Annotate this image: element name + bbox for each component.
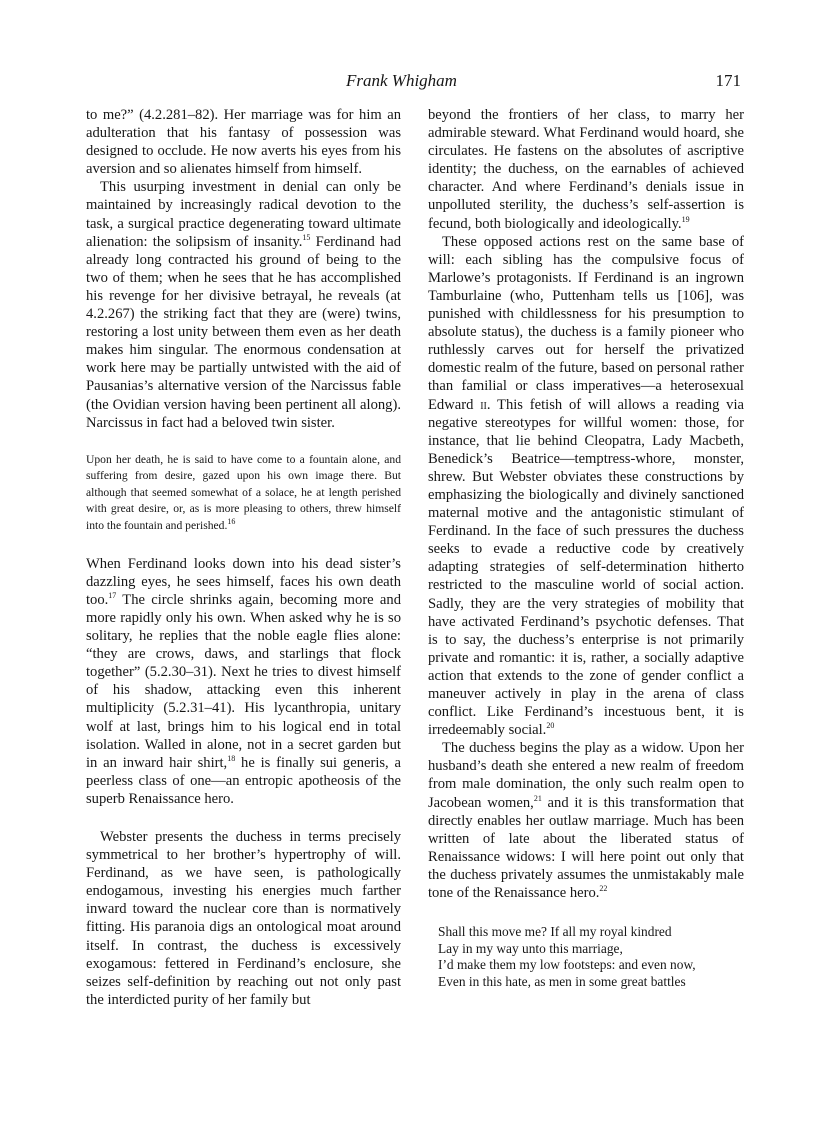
paragraph: Webster presents the duchess in terms precisely symmetrical to her brother’s hypertrophy of will. Ferdinand, as we have seen, is pathologically endogamous, investing his energies much farther inward toward the nuclear core than is normatively fitting. His paranoia digs an ontological moat around itself. In contrast, the duchess is excessively exogamous: fettered in Ferdinand’s enclosure, she seizes self-definition by reaching out not only past the interdicted purity of her family but	[86, 828, 401, 1008]
right-column	[428, 106, 744, 991]
footnote-ref[interactable]: 15	[302, 232, 311, 242]
footnote-ref[interactable]: 16	[227, 517, 236, 527]
paragraph: This usurping investment in denial can only be maintained by increasingly radical devotion to the task, a surgical practice degenerating toward ultimate alienation: the solipsism of insanity.$^{15}$ Ferdinand had already long contracted his ground of being to the two of them; when he sees that he has accomplished his revenge for her divisive betrayal, he reveals (at 4.2.267) the striking fact that they are (were) twins, restoring a lost unity between them even as her death makes him singular. The enormous condensation at work here may be partially untwisted with the aid of Pausanias’s alternative version of the Narcissus fable (the Ovidian version having been pertinent all along). Narcissus in fact had a beloved twin sister.	[86, 179, 402, 431]
footnote-ref[interactable]: 17	[108, 590, 117, 600]
section-gap	[86, 808, 401, 828]
running-head: Frank Whigham	[346, 71, 457, 90]
verse-line: Shall this move me? If all my royal kindred	[438, 924, 672, 940]
paragraph: The duchess begins the play as a widow. Upon her husband’s death she entered a new realm of freedom from male domination, the only such realm open to Jacobean women,$^{21}$ and it is this transformation that directly enables her outlaw marriage. Much has been written of late about the liberated status of Renaissance widows: I will here point out only that the duchess privately assumes the unmistakably male tone of the Renaissance hero.$^{22}$	[428, 740, 744, 902]
footnote-ref[interactable]: 21	[533, 793, 542, 803]
page-header	[0, 71, 827, 95]
verse-line: Lay in my way unto this marriage,	[438, 940, 623, 956]
block-quote: Upon her death, he is said to have come to a fountain alone, and suffering from desire, gazed upon his own image there. But although that seemed somewhat of a solace, he at length perished with great desire, or, as is more pleasing to others, threw himself into the fountain and perished.$^{16}$	[86, 452, 401, 533]
left-column	[86, 106, 401, 1009]
verse-line: I’d make them my low footsteps: and even now,	[438, 957, 696, 973]
footnote-ref[interactable]: 19	[681, 214, 690, 224]
paragraph: to me?” (4.2.281–82). Her marriage was for him an adulteration that his fantasy of possession was designed to occlude. He now averts his eyes from his aversion and so alienates himself from himself.	[86, 107, 401, 178]
verse-line: Even in this hate, as men in some great battles	[438, 973, 686, 989]
paragraph: These opposed actions rest on the same base of will: each sibling has the compulsive focus of Marlowe’s protagonists. If Ferdinand is an ingrown Tamburlaine (who, Puttenham tells us [106], was punished with childlessness for his presumption to absolute status), the duchess is a family pioneer who ruthlessly carves out for herself the privatized domestic realm of the future, based on personal rather than familial or class imperatives—a heterosexual Edward ii. This fetish of will allows a reading via negative stereotypes for willful women: those, for instance, that lie behind Cleopatra, Lady Macbeth, Benedick’s Beatrice—temptress-whore, monster, shrew. But Webster obviates these constructions by emphasizing the biologically and divinely sanctioned maternal motive and the antagonistic stimulant of Ferdinand. In the face of such pressures the duchess seeks to evade a reductive code by creatively adapting strategies of self-determination hitherto restricted to the masculine world of social action. Sadly, they are the very strategies of mobility that have activated Ferdinand’s psychotic defenses. That is to say, the duchess’s enterprise is not primarily private and romantic: it is, rather, a socially adaptive action that extends to the zone of gender conflict a maneuver actively in play in the arena of class conflict. Like Ferdinand’s incestuous bent, it is irredeemably social.$^{20}$	[428, 233, 744, 739]
page-number: 171	[715, 71, 741, 90]
footnote-ref[interactable]: 20	[546, 721, 555, 731]
verse-quote	[438, 924, 744, 990]
footnote-ref[interactable]: 22	[599, 884, 608, 894]
paragraph: beyond the frontiers of her class, to marry her admirable steward. What Ferdinand would hoard, she circulates. He fastens on the absolutes of ascriptive identity; the duchess, on the earnables of achieved character. And where Ferdinand’s denials issue in unpolluted sterility, the duchess’s self-assertion is fecund, both biologically and ideologically.$^{19}$	[428, 107, 744, 232]
footnote-ref[interactable]: 18	[227, 753, 236, 763]
paragraph: When Ferdinand looks down into his dead sister’s dazzling eyes, he sees himself, faces his own death too.$^{17}$ The circle shrinks again, becoming more and more rapidly only his own. When asked why he is so solitary, he replies that the noble eagle flies alone: “they are crows, daws, and starlings that flock together” (5.2.30–31). Next he tries to divest himself of his shadow, attacking even this inherent multiplicity (5.2.31–41). His lycanthropia, unitary wolf at last, brings him to his logical end in total isolation. Walled in alone, not in a secret garden but in an inward hair shirt,$^{18}$ he is finally sui generis, a peerless class of one—an entropic apotheosis of the superb Renaissance hero.	[86, 555, 401, 807]
